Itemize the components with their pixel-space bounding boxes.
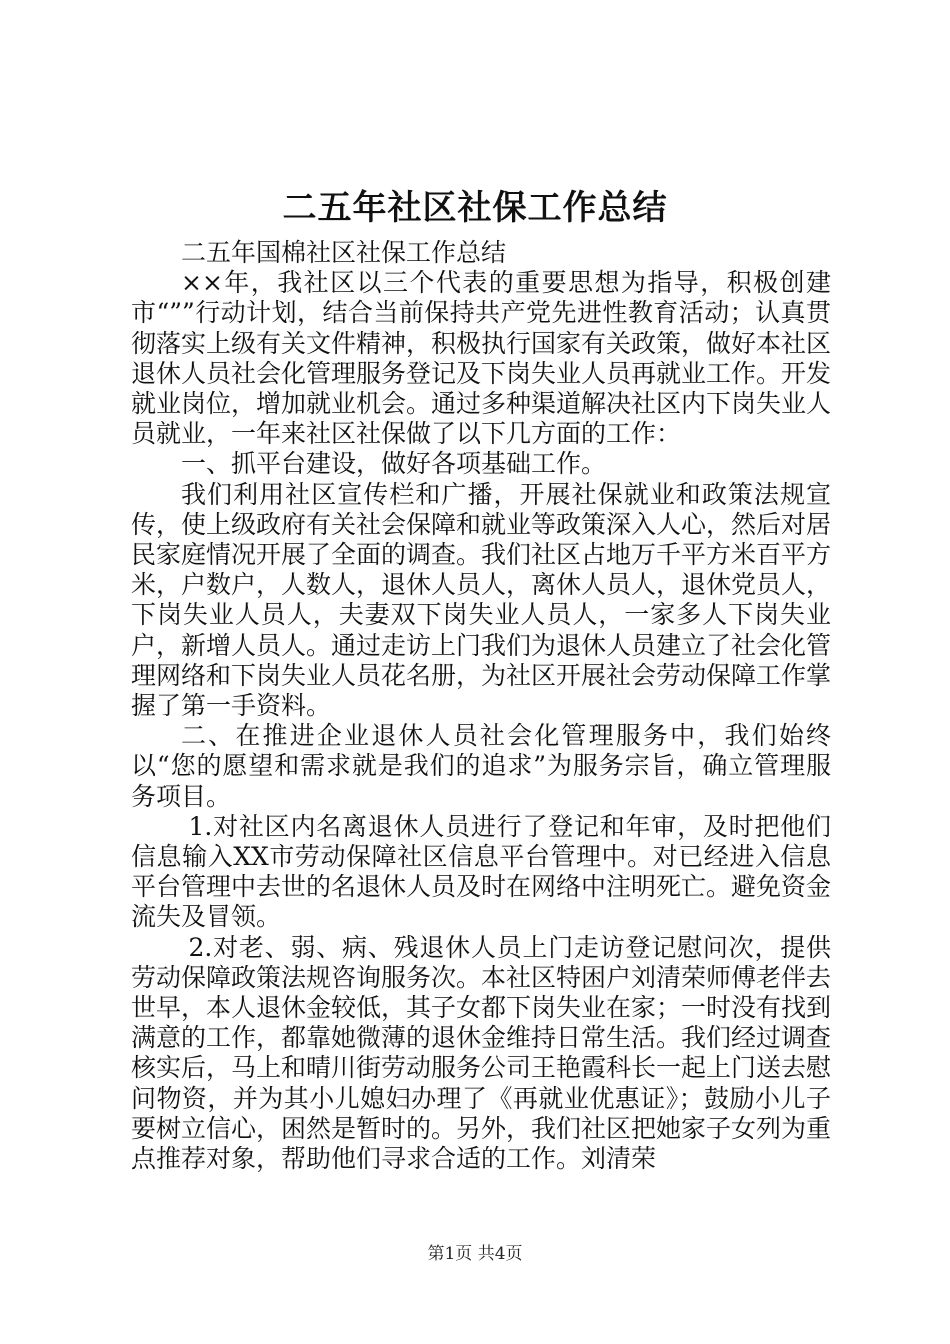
list-item-2: 2.对老、弱、病、残退休人员上门走访登记慰问次，提供劳动保障政策法规咨询服务次。本社区特困户刘清荣师傅老伴去世早，本人退休金较低，其子女都下岗失业在家；一时没有找到满意的工作，都靠她微薄的退休金维持日常生活。我们经过调查核实后，马上和晴川街劳动服务公司王艳霞科长一起上门送去慰问物资，并为其小儿媳妇办理了《再就业优惠证》；鼓励小儿子要树立信心，困然是暂时的。另外，我们社区把她家子女列为重点推荐对象，帮助他们寻求合适的工作。刘清荣: [131, 932, 832, 1174]
list-item-1: 1.对社区内名离退休人员进行了登记和年审，及时把他们信息输入XX市劳动保障社区信息平台管理中。对已经进入信息平台管理中去世的名退休人员及时在网络中注明死亡。避免资金流失及冒领。: [131, 811, 832, 932]
document-body: [131, 238, 831, 1174]
document-title: 二五年社区社保工作总结: [282, 188, 668, 228]
page-number-footer: 第1页 共4页: [427, 1244, 523, 1264]
subtitle-paragraph: 二五年国棉社区社保工作总结: [181, 238, 507, 267]
section-heading-1: 一、抓平台建设，做好各项基础工作。: [181, 449, 607, 479]
intro-paragraph: ××年，我社区以三个代表的重要思想为指导，积极创建市“””行动计划，结合当前保持共产党先进性教育活动；认真贯彻落实上级有关文件精神，积极执行国家有关政策，做好本社区退休人员社会化管理服务登记及下岗失业人员再就业工作。开发就业岗位，增加就业机会。通过多种渠道解决社区内下岗失业人员就业，一年来社区社保做了以下几方面的工作：: [131, 268, 832, 449]
section-heading-2: 二、在推进企业退休人员社会化管理服务中，我们始终以“您的愿望和需求就是我们的追求”为服务宗旨，确立管理服务项目。: [131, 721, 831, 811]
section-1-paragraph: 我们利用社区宣传栏和广播，开展社保就业和政策法规宣传，使上级政府有关社会保障和就业等政策深入人心，然后对居民家庭情况开展了全面的调查。我们社区占地万千平方米百平方米，户数户，人数人，退休人员人，离休人员人，退休党员人，下岗失业人员人，夫妻双下岗失业人员人，一家多人下岗失业户，新增人员人。通过走访上门我们为退休人员建立了社会化管理网络和下岗失业人员花名册，为社区开展社会劳动保障工作掌握了第一手资料。: [131, 479, 832, 721]
